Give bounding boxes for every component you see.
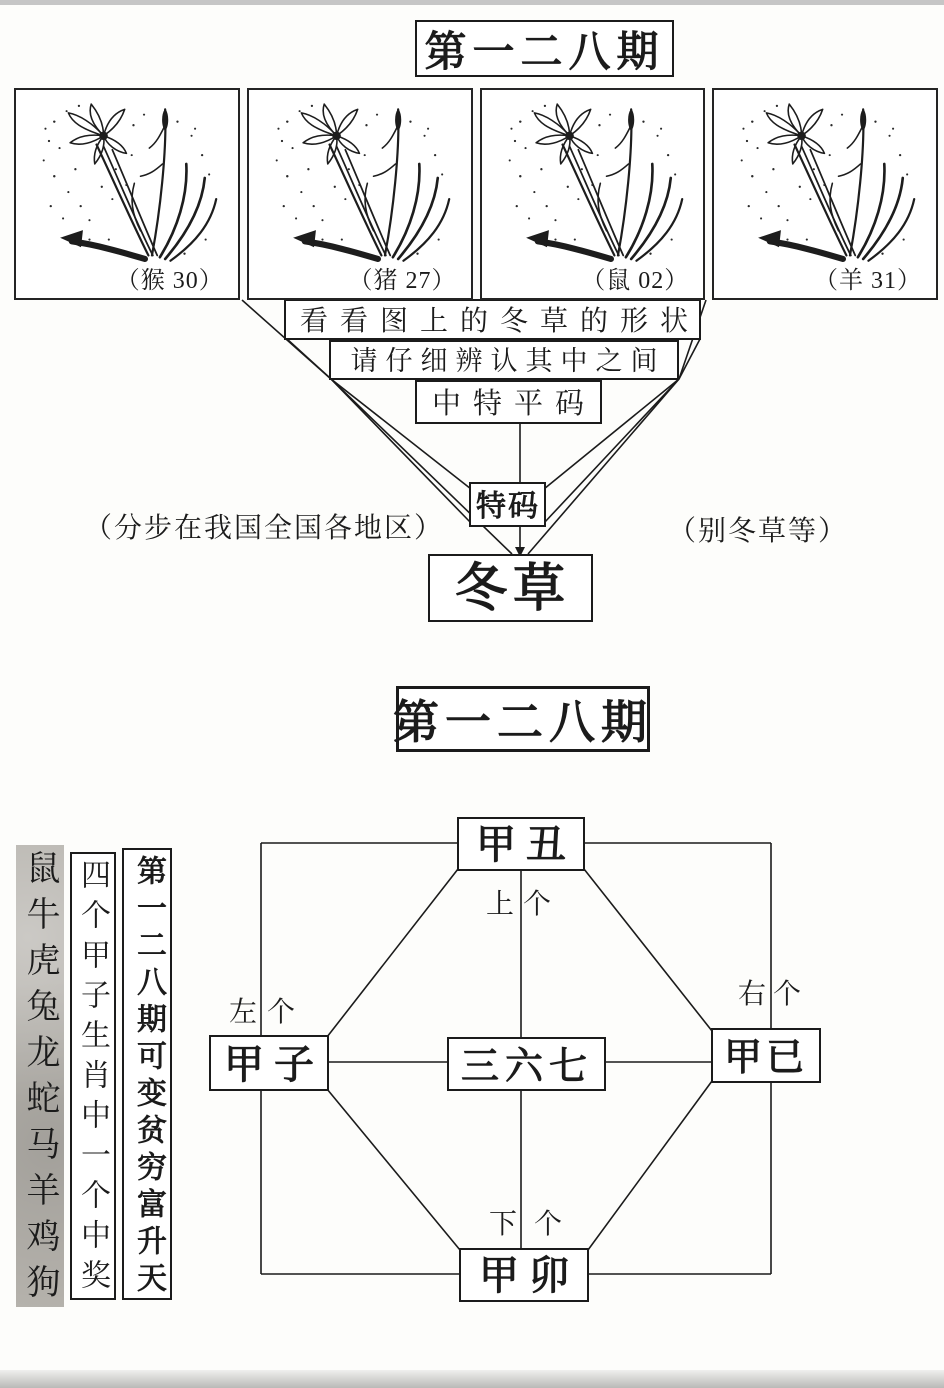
funnel-special: 特码 bbox=[476, 490, 540, 523]
dir-top-a: 上 bbox=[485, 889, 515, 920]
flower-panel-rat bbox=[480, 88, 706, 300]
zodiac-column: 鼠牛虎兔龙蛇马羊鸡狗 bbox=[16, 845, 64, 1307]
section2-title bbox=[393, 686, 653, 752]
flower-illustration bbox=[482, 90, 704, 266]
issue-column: 第一二八期可变贫穷富升天 bbox=[122, 848, 172, 1300]
flower-panel-monkey bbox=[14, 88, 240, 300]
funnel-line3: 中特平码 bbox=[431, 388, 597, 420]
flower-illustration bbox=[249, 90, 471, 266]
hint-column: 四个甲子生肖中一个中奖 bbox=[70, 852, 116, 1300]
diamond-top-label: 甲 丑 bbox=[476, 822, 566, 867]
diamond-center-label: 三六七 bbox=[460, 1046, 594, 1088]
panel-label: （鼠 02） bbox=[581, 268, 690, 294]
dir-left-a: 左 bbox=[228, 997, 258, 1028]
funnel-boxes bbox=[285, 300, 700, 621]
section1-title-text: 第一二八期 bbox=[424, 29, 665, 76]
scan-edge-bottom bbox=[0, 1370, 944, 1388]
panel-label: （羊 31） bbox=[814, 268, 922, 294]
flower-panels-row bbox=[14, 88, 938, 300]
section2-title-text: 第一二八期 bbox=[393, 697, 653, 748]
diamond-left-label: 甲 子 bbox=[224, 1042, 314, 1087]
diamond-right-label: 甲已 bbox=[723, 1037, 809, 1079]
panel-label: （猪 27） bbox=[348, 268, 457, 294]
dir-top-b: 个 bbox=[522, 889, 552, 920]
funnel-result: 冬草 bbox=[454, 561, 572, 618]
flower-illustration bbox=[16, 90, 238, 266]
dir-bottom-a: 下 bbox=[488, 1209, 518, 1240]
dir-right-b: 个 bbox=[772, 979, 802, 1010]
panel-label: （猴 30） bbox=[115, 268, 224, 294]
right-note: （别冬草等） bbox=[668, 516, 849, 547]
dir-right-a: 右 bbox=[737, 979, 767, 1010]
dir-left-b: 个 bbox=[266, 997, 296, 1028]
left-note: （分步在我国全国各地区） bbox=[84, 513, 445, 544]
funnel-line1: 看看图上的冬草的形状 bbox=[299, 306, 701, 337]
section1-title bbox=[415, 20, 674, 77]
diamond-bottom-label: 甲 卯 bbox=[479, 1253, 569, 1298]
flower-panel-pig bbox=[247, 88, 473, 300]
flower-illustration bbox=[714, 90, 936, 266]
flower-panel-goat bbox=[712, 88, 938, 300]
funnel-line2: 请仔细辨认其中之间 bbox=[350, 346, 666, 376]
dir-bottom-b: 个 bbox=[533, 1209, 563, 1240]
